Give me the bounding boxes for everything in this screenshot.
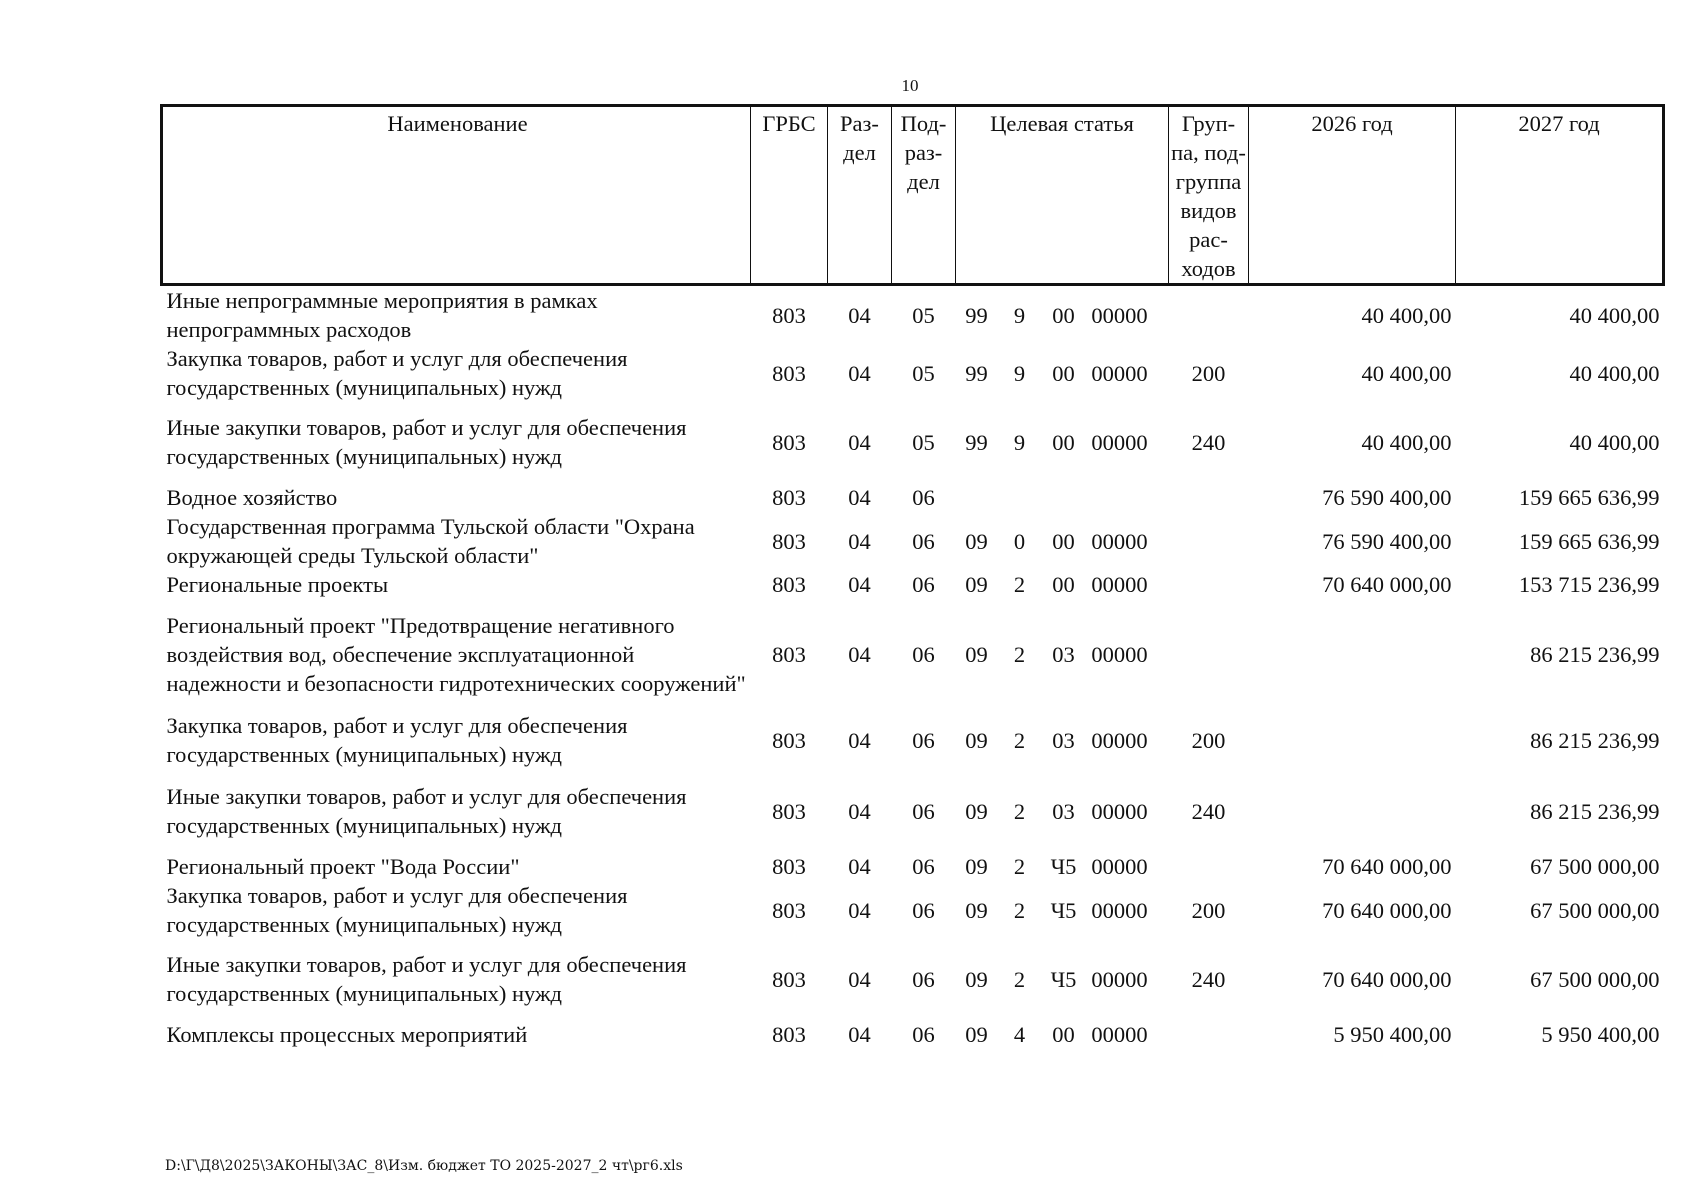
ts-element: 03 [1052,798,1075,824]
row-amount-2026: 76 590 400,00 [1322,528,1452,554]
row-amount-2026: 70 640 000,00 [1322,572,1452,597]
row-grbs: 803 [772,966,806,992]
ts-program: 99 [965,360,988,386]
row-amount-2026 [1249,599,1456,709]
ts-element: Ч5 [1050,853,1077,879]
row-amount-2026: 40 400,00 [1361,360,1452,386]
row-grbs: 803 [772,1021,806,1047]
ts-program: 09 [965,798,988,824]
row-razdel: 04 [848,360,871,386]
header-gruppa-vidov-rashodov: Груп- па, под- группа видов рас- ходов [1169,106,1249,285]
ts-type: 2 [1013,727,1026,753]
row-tselevaya-statya [956,512,1169,570]
ts-type: 2 [1013,966,1026,992]
row-amount-2026: 40 400,00 [1361,429,1452,455]
ts-element: 00 [1052,302,1075,328]
row-tselevaya-statya [956,881,1169,939]
row-razdel: 04 [848,966,871,992]
row-name: Комплексы процессных мероприятий [166,1021,528,1047]
row-tselevaya-statya [956,599,1169,709]
row-tselevaya-statya [956,570,1169,599]
row-podrazdel: 06 [912,727,935,753]
row-razdel: 04 [848,798,871,824]
row-amount-2026 [1249,771,1456,851]
ts-program: 99 [965,302,988,328]
row-amount-2026: 5 950 400,00 [1333,1021,1452,1047]
row-razdel: 04 [848,302,871,328]
table-header-row [162,106,1664,285]
row-vid-rashodov: 240 [1191,966,1226,992]
row-amount-2026: 76 590 400,00 [1322,484,1452,510]
row-amount-2026 [1249,709,1456,771]
row-podrazdel: 06 [912,641,935,667]
row-vid-rashodov [1169,851,1249,881]
row-razdel: 04 [848,897,871,923]
ts-type: 9 [1013,360,1026,386]
header-2026: 2026 год [1249,106,1456,285]
row-vid-rashodov: 200 [1191,897,1226,923]
row-name: Закупка товаров, работ и услуг для обеспечения государственных (муниципальных) нужд [166,883,628,937]
row-amount-2026: 70 640 000,00 [1322,853,1452,879]
ts-direction: 00000 [1091,897,1148,923]
row-grbs: 803 [772,429,806,455]
row-name: Региональный проект "Предотвращение негативного воздействия вод, обеспечение эксплуатационной надежности и безопасности гидротехнических сооружений" [166,612,746,696]
ts-element: Ч5 [1050,966,1077,992]
row-grbs: 803 [772,528,806,554]
ts-program: 09 [965,1021,988,1047]
ts-direction: 00000 [1091,798,1148,824]
row-amount-2027: 5 950 400,00 [1541,1021,1660,1047]
row-amount-2027: 40 400,00 [1569,429,1660,455]
table-row [162,285,1664,345]
row-vid-rashodov [1169,599,1249,709]
ts-direction: 00000 [1091,727,1148,753]
ts-type: 2 [1013,798,1026,824]
ts-type: 9 [1013,429,1026,455]
row-tselevaya-statya [956,402,1169,482]
row-vid-rashodov [1169,1019,1249,1049]
ts-element: Ч5 [1050,897,1077,923]
ts-program: 09 [965,528,988,554]
ts-direction: 00000 [1091,302,1148,328]
ts-type: 0 [1013,528,1026,554]
row-razdel: 04 [848,484,871,510]
row-amount-2027: 67 500 000,00 [1530,966,1660,992]
row-tselevaya-statya [956,482,1169,512]
header-tselevaya-statya: Целевая статья [956,106,1169,285]
row-grbs: 803 [772,302,806,328]
table-row [162,344,1664,402]
row-podrazdel: 05 [912,429,935,455]
table-row [162,771,1664,851]
row-razdel: 04 [848,853,871,879]
row-amount-2027: 159 665 636,99 [1518,528,1660,554]
row-amount-2027: 67 500 000,00 [1530,853,1660,879]
row-name: Иные закупки товаров, работ и услуг для обеспечения государственных (муниципальных) нужд [166,415,687,469]
row-grbs: 803 [772,641,806,667]
row-vid-rashodov: 240 [1191,798,1226,824]
ts-element: 00 [1052,528,1075,554]
ts-type: 4 [1013,1021,1026,1047]
ts-element: 00 [1052,360,1075,386]
table-row [162,1019,1664,1049]
ts-element: 00 [1052,572,1075,597]
row-vid-rashodov [1169,482,1249,512]
row-grbs: 803 [772,360,806,386]
row-podrazdel: 06 [912,853,935,879]
row-vid-rashodov [1169,285,1249,345]
row-name: Иные непрограммные мероприятия в рамках непрограммных расходов [166,288,598,342]
row-grbs: 803 [772,853,806,879]
row-grbs: 803 [772,572,806,597]
row-grbs: 803 [772,484,806,510]
ts-type: 2 [1013,853,1026,879]
ts-program: 09 [965,572,988,597]
row-vid-rashodov [1169,570,1249,599]
row-tselevaya-statya [956,771,1169,851]
row-amount-2027: 40 400,00 [1569,302,1660,328]
row-name: Водное хозяйство [166,484,338,510]
header-razdel: Раз- дел [828,106,892,285]
row-name: Иные закупки товаров, работ и услуг для обеспечения государственных (муниципальных) нужд [166,784,687,838]
ts-program: 09 [965,727,988,753]
table-row [162,599,1664,709]
ts-element: 00 [1052,429,1075,455]
ts-program: 09 [965,641,988,667]
row-amount-2027: 159 665 636,99 [1518,484,1660,510]
row-amount-2027: 86 215 236,99 [1530,727,1660,753]
row-tselevaya-statya [956,285,1169,345]
header-grbs: ГРБС [751,106,828,285]
row-vid-rashodov [1169,512,1249,570]
ts-direction: 00000 [1091,572,1148,597]
row-podrazdel: 06 [912,528,935,554]
row-name: Иные закупки товаров, работ и услуг для обеспечения государственных (муниципальных) нужд [166,952,687,1006]
ts-program: 99 [965,429,988,455]
header-name: Наименование [162,106,751,285]
ts-program: 09 [965,966,988,992]
row-amount-2027: 86 215 236,99 [1530,641,1660,667]
ts-direction: 00000 [1091,966,1148,992]
row-vid-rashodov: 240 [1191,429,1226,455]
row-amount-2026: 40 400,00 [1361,302,1452,328]
row-amount-2026: 70 640 000,00 [1322,966,1452,992]
row-tselevaya-statya [956,851,1169,881]
row-name: Закупка товаров, работ и услуг для обеспечения государственных (муниципальных) нужд [166,346,628,400]
row-tselevaya-statya [956,344,1169,402]
row-vid-rashodov: 200 [1191,727,1226,753]
table-row [162,512,1664,570]
table-row [162,881,1664,939]
file-path-footer: D:\Г\Д8\2025\ЗАКОНЫ\ЗАС_8\Изм. бюджет ТО 2025-2027_2 чт\рг6.xls [165,1158,683,1174]
ts-type: 2 [1013,572,1026,597]
table-row [162,851,1664,881]
row-razdel: 04 [848,1021,871,1047]
row-tselevaya-statya [956,939,1169,1019]
row-tselevaya-statya [956,709,1169,771]
row-tselevaya-statya [956,1019,1169,1049]
row-grbs: 803 [772,798,806,824]
ts-type: 2 [1013,641,1026,667]
table-row [162,402,1664,482]
ts-direction: 00000 [1091,360,1148,386]
row-podrazdel: 06 [912,798,935,824]
row-vid-rashodov: 200 [1191,360,1226,386]
row-grbs: 803 [772,727,806,753]
row-name: Региональные проекты [166,572,389,597]
row-podrazdel: 06 [912,484,935,510]
row-amount-2027: 86 215 236,99 [1530,798,1660,824]
row-grbs: 803 [772,897,806,923]
ts-direction: 00000 [1091,528,1148,554]
row-name: Государственная программа Тульской области "Охрана окружающей среды Тульской области" [166,514,695,568]
table-row [162,482,1664,512]
budget-table [160,104,1665,1049]
ts-type: 9 [1013,302,1026,328]
ts-direction: 00000 [1091,641,1148,667]
header-2027: 2027 год [1456,106,1664,285]
ts-direction: 00000 [1091,1021,1148,1047]
row-amount-2027: 67 500 000,00 [1530,897,1660,923]
ts-element: 03 [1052,641,1075,667]
ts-element: 03 [1052,727,1075,753]
row-razdel: 04 [848,528,871,554]
ts-type: 2 [1013,897,1026,923]
row-podrazdel: 05 [912,302,935,328]
row-amount-2027: 153 715 236,99 [1518,572,1660,597]
page-number: 10 [901,76,919,95]
row-amount-2027: 40 400,00 [1569,360,1660,386]
ts-direction: 00000 [1091,429,1148,455]
header-podrazdel: Под- раз- дел [892,106,956,285]
row-name: Закупка товаров, работ и услуг для обеспечения государственных (муниципальных) нужд [166,713,628,767]
ts-program: 09 [965,853,988,879]
row-razdel: 04 [848,641,871,667]
row-podrazdel: 06 [912,897,935,923]
row-podrazdel: 06 [912,572,935,597]
row-podrazdel: 06 [912,1021,935,1047]
row-amount-2026: 70 640 000,00 [1322,897,1452,923]
table-row [162,709,1664,771]
row-podrazdel: 06 [912,966,935,992]
row-razdel: 04 [848,572,871,597]
ts-program: 09 [965,897,988,923]
ts-element: 00 [1052,1021,1075,1047]
ts-direction: 00000 [1091,853,1148,879]
table-row [162,939,1664,1019]
row-razdel: 04 [848,727,871,753]
row-name: Региональный проект "Вода России" [166,853,520,879]
row-podrazdel: 05 [912,360,935,386]
table-row [162,570,1664,599]
row-razdel: 04 [848,429,871,455]
